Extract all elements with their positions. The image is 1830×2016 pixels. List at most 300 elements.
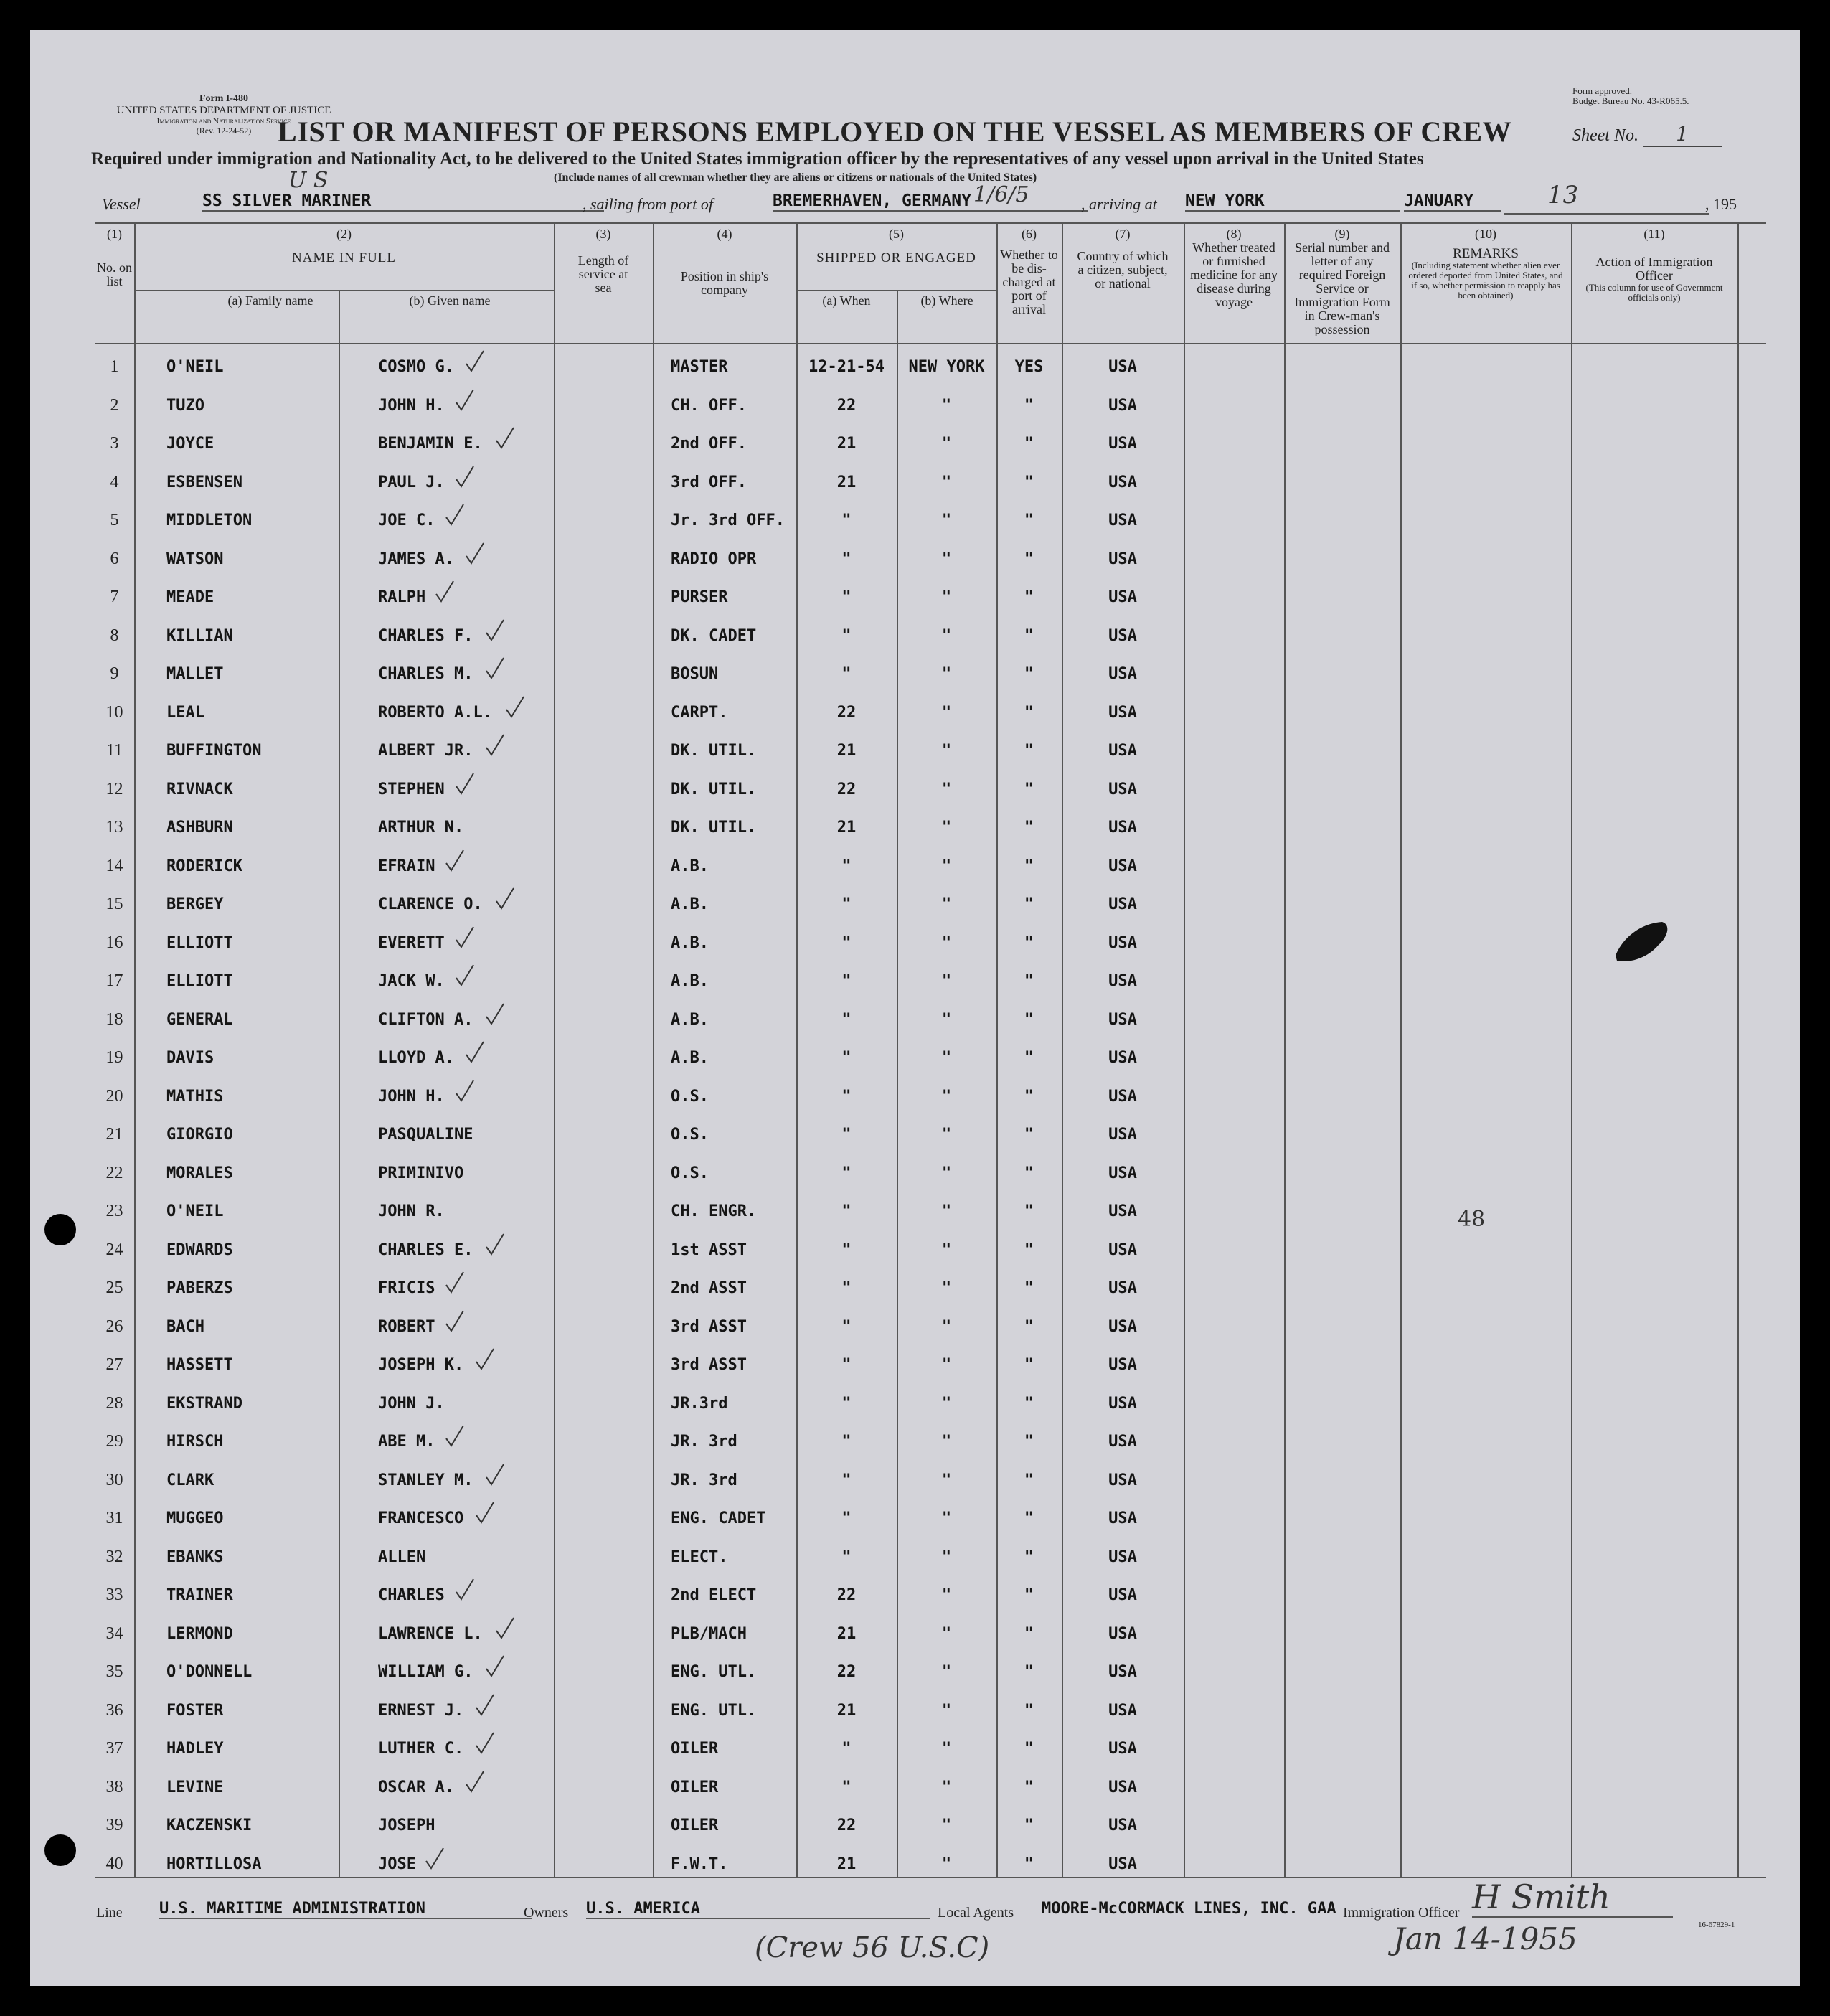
given-name[interactable]: LAWRENCE L. xyxy=(378,1624,483,1643)
shipped-when[interactable]: " xyxy=(841,1509,852,1528)
country[interactable]: USA xyxy=(1108,1509,1137,1528)
table-row xyxy=(30,694,1800,733)
shipped-where[interactable]: " xyxy=(941,1778,952,1796)
position[interactable]: RADIO OPR xyxy=(671,550,757,568)
given-name[interactable]: JOHN R. xyxy=(378,1202,445,1221)
shipped-when[interactable]: " xyxy=(841,1049,852,1068)
shipped-where[interactable]: " xyxy=(941,1087,952,1106)
vessel-name[interactable]: SS SILVER MARINER xyxy=(202,192,604,212)
position[interactable]: ENG. CADET xyxy=(671,1509,766,1528)
position[interactable]: BOSUN xyxy=(671,665,719,684)
family-name[interactable]: RODERICK xyxy=(166,857,242,875)
country[interactable]: USA xyxy=(1108,1817,1137,1835)
table-row xyxy=(30,1308,1800,1347)
discharged[interactable]: " xyxy=(1024,1701,1034,1720)
discharged[interactable]: " xyxy=(1024,665,1034,684)
shipped-when[interactable]: " xyxy=(841,512,852,530)
position[interactable]: O.S. xyxy=(671,1087,709,1106)
discharged[interactable]: " xyxy=(1024,972,1034,991)
discharged[interactable]: " xyxy=(1024,742,1034,760)
country[interactable]: USA xyxy=(1108,1126,1137,1144)
given-name[interactable]: ROBERT xyxy=(378,1317,435,1336)
discharged[interactable]: " xyxy=(1024,857,1034,875)
shipped-when[interactable]: " xyxy=(841,1087,852,1106)
family-name[interactable]: EDWARDS xyxy=(166,1240,233,1259)
shipped-when[interactable]: 21 xyxy=(836,742,857,760)
shipped-when[interactable]: " xyxy=(841,1010,852,1029)
row-number: 17 xyxy=(105,971,123,991)
shipped-when[interactable]: 22 xyxy=(836,1817,857,1835)
shipped-when[interactable]: 21 xyxy=(836,435,857,453)
country[interactable]: USA xyxy=(1108,396,1137,415)
position[interactable]: O.S. xyxy=(671,1126,709,1144)
arrival-month[interactable]: JANUARY xyxy=(1404,192,1501,212)
shipped-where[interactable]: " xyxy=(941,780,952,799)
given-name[interactable]: ALLEN xyxy=(378,1548,426,1566)
row-number: 1 xyxy=(110,357,119,377)
country[interactable]: USA xyxy=(1108,703,1137,722)
shipped-where[interactable]: " xyxy=(941,895,952,914)
country[interactable]: USA xyxy=(1108,588,1137,607)
position[interactable]: DK. UTIL. xyxy=(671,780,757,799)
family-name[interactable]: ESBENSEN xyxy=(166,473,242,491)
country[interactable]: USA xyxy=(1108,1433,1137,1451)
line-value[interactable]: U.S. MARITIME ADMINISTRATION xyxy=(159,1900,532,1919)
discharged[interactable]: " xyxy=(1024,512,1034,530)
position[interactable]: 3rd OFF. xyxy=(671,473,747,491)
given-name[interactable]: JOSE xyxy=(378,1855,416,1873)
shipped-when[interactable]: " xyxy=(841,1126,852,1144)
shipped-when[interactable]: " xyxy=(841,1317,852,1336)
discharged[interactable]: " xyxy=(1024,895,1034,914)
discharged[interactable]: " xyxy=(1024,1394,1034,1413)
given-name[interactable]: FRANCESCO xyxy=(378,1509,464,1528)
country[interactable]: USA xyxy=(1108,933,1137,952)
country[interactable]: USA xyxy=(1108,550,1137,568)
position[interactable]: OILER xyxy=(671,1817,719,1835)
family-name[interactable]: PABERZS xyxy=(166,1279,233,1298)
family-name[interactable]: JOYCE xyxy=(166,435,214,453)
row-number: 28 xyxy=(105,1393,123,1413)
position[interactable]: PURSER xyxy=(671,588,728,607)
discharged[interactable]: " xyxy=(1024,1010,1034,1029)
given-name[interactable]: BENJAMIN E. xyxy=(378,435,483,453)
given-name[interactable]: PASQUALINE xyxy=(378,1126,473,1144)
shipped-when[interactable]: " xyxy=(841,1356,852,1375)
family-name[interactable]: HORTILLOSA xyxy=(166,1855,262,1873)
discharged[interactable]: " xyxy=(1024,550,1034,568)
given-name[interactable]: JOE C. xyxy=(378,512,435,530)
given-name[interactable]: JAMES A. xyxy=(378,550,454,568)
discharged[interactable]: " xyxy=(1024,780,1034,799)
position[interactable]: DK. CADET xyxy=(671,626,757,645)
shipped-where[interactable]: " xyxy=(941,588,952,607)
shipped-when[interactable]: 21 xyxy=(836,1855,857,1873)
family-name[interactable]: ELLIOTT xyxy=(166,933,233,952)
discharged[interactable]: " xyxy=(1024,1240,1034,1259)
given-name[interactable]: JOHN J. xyxy=(378,1394,445,1413)
given-name[interactable]: ERNEST J. xyxy=(378,1701,464,1720)
country[interactable]: USA xyxy=(1108,1279,1137,1298)
country[interactable]: USA xyxy=(1108,819,1137,837)
shipped-where[interactable]: " xyxy=(941,1817,952,1835)
discharged[interactable]: " xyxy=(1024,819,1034,837)
family-name[interactable]: GIORGIO xyxy=(166,1126,233,1144)
given-name[interactable]: STEPHEN xyxy=(378,780,445,799)
family-name[interactable]: O'NEIL xyxy=(166,1202,224,1221)
discharged[interactable]: " xyxy=(1024,435,1034,453)
shipped-where[interactable]: " xyxy=(941,550,952,568)
discharged[interactable]: " xyxy=(1024,1548,1034,1566)
position[interactable]: ENG. UTL. xyxy=(671,1701,757,1720)
shipped-where[interactable]: " xyxy=(941,1509,952,1528)
given-name[interactable]: PAUL J. xyxy=(378,473,445,491)
discharged[interactable]: " xyxy=(1024,626,1034,645)
country[interactable]: USA xyxy=(1108,1624,1137,1643)
agents-value[interactable]: MOORE-McCORMACK LINES, INC. GAA xyxy=(1042,1900,1336,1918)
discharged[interactable]: " xyxy=(1024,1855,1034,1873)
country[interactable]: USA xyxy=(1108,857,1137,875)
shipped-when[interactable]: 22 xyxy=(836,780,857,799)
family-name[interactable]: O'DONNELL xyxy=(166,1663,253,1682)
check-mark-icon xyxy=(444,503,466,527)
port-from[interactable]: BREMERHAVEN, GERMANY xyxy=(773,192,1088,212)
family-name[interactable]: TRAINER xyxy=(166,1586,233,1605)
position[interactable]: 3rd ASST xyxy=(671,1356,747,1375)
given-name[interactable]: OSCAR A. xyxy=(378,1778,454,1796)
table-row xyxy=(30,1653,1800,1692)
position[interactable]: CH. ENGR. xyxy=(671,1202,757,1221)
country[interactable]: USA xyxy=(1108,1049,1137,1068)
country[interactable]: USA xyxy=(1108,512,1137,530)
shipped-when[interactable]: 21 xyxy=(836,473,857,491)
family-name[interactable]: O'NEIL xyxy=(166,358,224,377)
shipped-where[interactable]: " xyxy=(941,396,952,415)
shipped-where[interactable]: " xyxy=(941,1049,952,1068)
shipped-where[interactable]: " xyxy=(941,1240,952,1259)
shipped-where[interactable]: NEW YORK xyxy=(908,358,985,377)
position[interactable]: 2nd OFF. xyxy=(671,435,747,453)
position[interactable]: DK. UTIL. xyxy=(671,819,757,837)
shipped-where[interactable]: " xyxy=(941,1356,952,1375)
discharged[interactable]: " xyxy=(1024,1317,1034,1336)
position[interactable]: DK. UTIL. xyxy=(671,742,757,760)
shipped-when[interactable]: " xyxy=(841,626,852,645)
shipped-where[interactable]: " xyxy=(941,1126,952,1144)
country[interactable]: USA xyxy=(1108,1471,1137,1489)
family-name[interactable]: CLARK xyxy=(166,1471,214,1489)
country[interactable]: USA xyxy=(1108,1010,1137,1029)
position[interactable]: CH. OFF. xyxy=(671,396,747,415)
position[interactable]: A.B. xyxy=(671,1049,709,1068)
shipped-where[interactable]: " xyxy=(941,1202,952,1221)
family-name[interactable]: GENERAL xyxy=(166,1010,233,1029)
country[interactable]: USA xyxy=(1108,626,1137,645)
given-name[interactable]: JACK W. xyxy=(378,972,445,991)
family-name[interactable]: MIDDLETON xyxy=(166,512,253,530)
position[interactable]: F.W.T. xyxy=(671,1855,728,1873)
shipped-where[interactable]: " xyxy=(941,512,952,530)
shipped-where[interactable]: " xyxy=(941,1394,952,1413)
shipped-when[interactable]: " xyxy=(841,1164,852,1182)
position[interactable]: JR. 3rd xyxy=(671,1433,737,1451)
discharged[interactable]: " xyxy=(1024,1049,1034,1068)
family-name[interactable]: TUZO xyxy=(166,396,204,415)
discharged[interactable]: " xyxy=(1024,588,1034,607)
check-mark-icon xyxy=(444,1424,466,1449)
shipped-when[interactable]: 22 xyxy=(836,1586,857,1605)
position[interactable]: JR. 3rd xyxy=(671,1471,737,1489)
shipped-where[interactable]: " xyxy=(941,1471,952,1489)
shipped-when[interactable]: 21 xyxy=(836,1624,857,1643)
shipped-where[interactable]: " xyxy=(941,1164,952,1182)
shipped-where[interactable]: " xyxy=(941,742,952,760)
country[interactable]: USA xyxy=(1108,1164,1137,1182)
shipped-when[interactable]: " xyxy=(841,1433,852,1451)
shipped-where[interactable]: " xyxy=(941,1586,952,1605)
discharged[interactable]: " xyxy=(1024,1164,1034,1182)
family-name[interactable]: MEADE xyxy=(166,588,214,607)
given-name[interactable]: ABE M. xyxy=(378,1433,435,1451)
given-name[interactable]: CHARLES M. xyxy=(378,665,473,684)
shipped-when[interactable]: 22 xyxy=(836,1663,857,1682)
position[interactable]: OILER xyxy=(671,1778,719,1796)
arrival-day[interactable]: 13 xyxy=(1547,181,1579,209)
given-name[interactable]: ALBERT JR. xyxy=(378,742,473,760)
given-name[interactable]: RALPH xyxy=(378,588,426,607)
shipped-when[interactable]: " xyxy=(841,895,852,914)
shipped-where[interactable]: " xyxy=(941,435,952,453)
given-name[interactable]: JOSEPH xyxy=(378,1817,435,1835)
given-name[interactable]: CHARLES F. xyxy=(378,626,473,645)
discharged[interactable]: " xyxy=(1024,1202,1034,1221)
shipped-where[interactable]: " xyxy=(941,933,952,952)
shipped-when[interactable]: " xyxy=(841,1471,852,1489)
country[interactable]: USA xyxy=(1108,1701,1137,1720)
given-name[interactable]: CHARLES xyxy=(378,1586,445,1605)
discharged[interactable]: " xyxy=(1024,1624,1034,1643)
discharged[interactable]: " xyxy=(1024,1778,1034,1796)
position[interactable]: O.S. xyxy=(671,1164,709,1182)
position[interactable]: 2nd ASST xyxy=(671,1279,747,1298)
family-name[interactable]: ASHBURN xyxy=(166,819,233,837)
discharged[interactable]: " xyxy=(1024,473,1034,491)
discharged[interactable]: " xyxy=(1024,1586,1034,1605)
shipped-when[interactable]: " xyxy=(841,933,852,952)
shipped-where[interactable]: " xyxy=(941,1010,952,1029)
col-7-header: (7) Country of which a citizen, subject, or national xyxy=(1077,227,1169,291)
given-name[interactable]: JOHN H. xyxy=(378,396,445,415)
family-name[interactable]: BACH xyxy=(166,1317,204,1336)
country[interactable]: USA xyxy=(1108,1317,1137,1336)
shipped-when[interactable]: 22 xyxy=(836,396,857,415)
discharged[interactable]: " xyxy=(1024,1740,1034,1758)
shipped-where[interactable]: " xyxy=(941,473,952,491)
given-name[interactable]: CLARENCE O. xyxy=(378,895,483,914)
shipped-where[interactable]: " xyxy=(941,1663,952,1682)
position[interactable]: Jr. 3rd OFF. xyxy=(671,512,785,530)
country[interactable]: USA xyxy=(1108,1202,1137,1221)
given-name[interactable]: CLIFTON A. xyxy=(378,1010,473,1029)
shipped-where[interactable]: " xyxy=(941,703,952,722)
discharged[interactable]: " xyxy=(1024,933,1034,952)
shipped-when[interactable]: " xyxy=(841,1740,852,1758)
country[interactable]: USA xyxy=(1108,1778,1137,1796)
family-name[interactable]: MUGGEO xyxy=(166,1509,224,1528)
given-name[interactable]: CHARLES E. xyxy=(378,1240,473,1259)
country[interactable]: USA xyxy=(1108,972,1137,991)
shipped-when[interactable]: " xyxy=(841,1548,852,1566)
shipped-where[interactable]: " xyxy=(941,1624,952,1643)
family-name[interactable]: LEVINE xyxy=(166,1778,224,1796)
given-name[interactable]: ARTHUR N. xyxy=(378,819,464,837)
shipped-when[interactable]: " xyxy=(841,1279,852,1298)
position[interactable]: 2nd ELECT xyxy=(671,1586,757,1605)
family-name[interactable]: ELLIOTT xyxy=(166,972,233,991)
shipped-where[interactable]: " xyxy=(941,1701,952,1720)
given-name[interactable]: JOHN H. xyxy=(378,1087,445,1106)
position[interactable]: A.B. xyxy=(671,933,709,952)
family-name[interactable]: LERMOND xyxy=(166,1624,233,1643)
family-name[interactable]: EBANKS xyxy=(166,1548,224,1566)
position[interactable]: 3rd ASST xyxy=(671,1317,747,1336)
port-to[interactable]: NEW YORK xyxy=(1185,192,1400,212)
family-name[interactable]: MATHIS xyxy=(166,1087,224,1106)
family-name[interactable]: MORALES xyxy=(166,1164,233,1182)
row-number: 13 xyxy=(105,818,123,837)
given-name[interactable]: LUTHER C. xyxy=(378,1740,464,1758)
owners-value[interactable]: U.S. AMERICA xyxy=(586,1900,930,1919)
discharged[interactable]: " xyxy=(1024,1817,1034,1835)
country[interactable]: USA xyxy=(1108,435,1137,453)
shipped-when[interactable]: " xyxy=(841,550,852,568)
position[interactable]: CARPT. xyxy=(671,703,728,722)
given-name[interactable]: EVERETT xyxy=(378,933,445,952)
position[interactable]: 1st ASST xyxy=(671,1240,747,1259)
family-name[interactable]: DAVIS xyxy=(166,1049,214,1068)
discharged[interactable]: " xyxy=(1024,1509,1034,1528)
shipped-where[interactable]: " xyxy=(941,1855,952,1873)
country[interactable]: USA xyxy=(1108,1740,1137,1758)
family-name[interactable]: HASSETT xyxy=(166,1356,233,1375)
family-name[interactable]: HADLEY xyxy=(166,1740,224,1758)
family-name[interactable]: FOSTER xyxy=(166,1701,224,1720)
country[interactable]: USA xyxy=(1108,1855,1137,1873)
shipped-where[interactable]: " xyxy=(941,1317,952,1336)
given-name[interactable]: COSMO G. xyxy=(378,358,454,377)
shipped-where[interactable]: " xyxy=(941,819,952,837)
discharged[interactable]: " xyxy=(1024,703,1034,722)
position[interactable]: PLB/MACH xyxy=(671,1624,747,1643)
given-name[interactable]: PRIMINIVO xyxy=(378,1164,464,1182)
discharged[interactable]: " xyxy=(1024,396,1034,415)
discharged[interactable]: " xyxy=(1024,1126,1034,1144)
shipped-where[interactable]: " xyxy=(941,1740,952,1758)
given-name[interactable]: LLOYD A. xyxy=(378,1049,454,1068)
position[interactable]: ELECT. xyxy=(671,1548,728,1566)
family-name[interactable]: LEAL xyxy=(166,703,204,722)
given-name[interactable]: EFRAIN xyxy=(378,857,435,875)
shipped-where[interactable]: " xyxy=(941,1279,952,1298)
country[interactable]: USA xyxy=(1108,1240,1137,1259)
position[interactable]: JR.3rd xyxy=(671,1394,728,1413)
family-name[interactable]: RIVNACK xyxy=(166,780,233,799)
given-name[interactable]: FRICIS xyxy=(378,1279,435,1298)
country[interactable]: USA xyxy=(1108,1356,1137,1375)
given-name[interactable]: STANLEY M. xyxy=(378,1471,473,1489)
discharged[interactable]: " xyxy=(1024,1433,1034,1451)
shipped-when[interactable]: 22 xyxy=(836,703,857,722)
country[interactable]: USA xyxy=(1108,665,1137,684)
shipped-where[interactable]: " xyxy=(941,857,952,875)
country[interactable]: USA xyxy=(1108,358,1137,377)
position[interactable]: A.B. xyxy=(671,857,709,875)
given-name[interactable]: WILLIAM G. xyxy=(378,1663,473,1682)
country[interactable]: USA xyxy=(1108,1394,1137,1413)
country[interactable]: USA xyxy=(1108,895,1137,914)
family-name[interactable]: KACZENSKI xyxy=(166,1817,253,1835)
shipped-when[interactable]: " xyxy=(841,1778,852,1796)
country[interactable]: USA xyxy=(1108,1663,1137,1682)
given-name[interactable]: ROBERTO A.L. xyxy=(378,703,492,722)
family-name[interactable]: MALLET xyxy=(166,665,224,684)
family-name[interactable]: KILLIAN xyxy=(166,626,233,645)
row-number: 11 xyxy=(105,741,123,760)
shipped-where[interactable]: " xyxy=(941,626,952,645)
position[interactable]: MASTER xyxy=(671,358,728,377)
country[interactable]: USA xyxy=(1108,1548,1137,1566)
family-name[interactable]: BUFFINGTON xyxy=(166,742,262,760)
position[interactable]: A.B. xyxy=(671,895,709,914)
family-name[interactable]: WATSON xyxy=(166,550,224,568)
shipped-when[interactable]: 12-21-54 xyxy=(808,358,885,377)
discharged[interactable]: " xyxy=(1024,1663,1034,1682)
family-name[interactable]: EKSTRAND xyxy=(166,1394,242,1413)
discharged[interactable]: " xyxy=(1024,1279,1034,1298)
country[interactable]: USA xyxy=(1108,780,1137,799)
discharged[interactable]: " xyxy=(1024,1471,1034,1489)
position[interactable]: ENG. UTL. xyxy=(671,1663,757,1682)
shipped-when[interactable]: 21 xyxy=(836,1701,857,1720)
discharged[interactable]: " xyxy=(1024,1087,1034,1106)
shipped-when[interactable]: " xyxy=(841,857,852,875)
country[interactable]: USA xyxy=(1108,1087,1137,1106)
position[interactable]: OILER xyxy=(671,1740,719,1758)
country[interactable]: USA xyxy=(1108,742,1137,760)
shipped-where[interactable]: " xyxy=(941,1433,952,1451)
shipped-when[interactable]: " xyxy=(841,588,852,607)
discharged[interactable]: YES xyxy=(1014,358,1044,377)
country[interactable]: USA xyxy=(1108,473,1137,491)
shipped-when[interactable]: 21 xyxy=(836,819,857,837)
country[interactable]: USA xyxy=(1108,1586,1137,1605)
family-name[interactable]: HIRSCH xyxy=(166,1433,224,1451)
shipped-when[interactable]: " xyxy=(841,1202,852,1221)
discharged[interactable]: " xyxy=(1024,1356,1034,1375)
shipped-when[interactable]: " xyxy=(841,1240,852,1259)
sheet-number[interactable]: 1 xyxy=(1643,122,1722,147)
shipped-where[interactable]: " xyxy=(941,1548,952,1566)
position[interactable]: A.B. xyxy=(671,972,709,991)
shipped-when[interactable]: " xyxy=(841,1394,852,1413)
shipped-where[interactable]: " xyxy=(941,972,952,991)
shipped-when[interactable]: " xyxy=(841,972,852,991)
given-name[interactable]: JOSEPH K. xyxy=(378,1356,464,1375)
position[interactable]: A.B. xyxy=(671,1010,709,1029)
family-name[interactable]: BERGEY xyxy=(166,895,224,914)
shipped-where[interactable]: " xyxy=(941,665,952,684)
shipped-when[interactable]: " xyxy=(841,665,852,684)
